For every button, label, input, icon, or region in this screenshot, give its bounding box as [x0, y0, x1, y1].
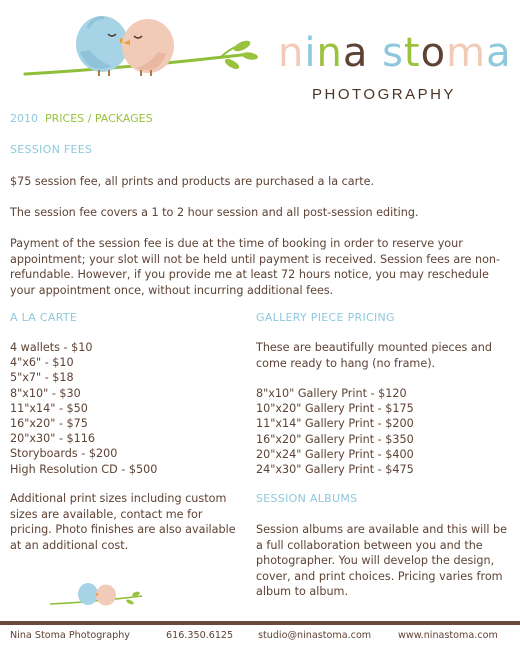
list-item: 20"x30" - $116 [10, 432, 96, 446]
footer-website[interactable]: www.ninastoma.com [398, 630, 498, 641]
albums-title: SESSION ALBUMS [256, 492, 358, 505]
footer-divider [0, 621, 520, 625]
prices-heading [10, 112, 153, 125]
session-fee-paragraph: $75 session fee, all prints and products are purchased a la carte. [10, 175, 375, 188]
list-item: 8"x10" - $30 [10, 386, 81, 400]
gallery-intro: These are beautifully mounted pieces and come ready to hang (no frame). [256, 341, 492, 370]
session-fees-title: SESSION FEES [10, 143, 93, 156]
prices-year: 2010 [10, 112, 38, 125]
brand-name [278, 20, 512, 80]
list-item: 24"x30" Gallery Print - $475 [256, 463, 414, 477]
page-header [0, 0, 520, 110]
list-item: 16"x20" Gallery Print - $350 [256, 432, 414, 446]
page-footer [0, 630, 520, 646]
prices-label: PRICES / PACKAGES [45, 112, 153, 125]
albums-text: Session albums are available and this will be a full collaboration between you and the photographer. You will develop the design, cover, and print choices. Pricing varies from album to album. [256, 523, 507, 598]
list-item: 8"x10" Gallery Print - $120 [256, 387, 407, 400]
list-item: 10"x20" Gallery Print - $175 [256, 402, 414, 416]
payment-policy-paragraph: Payment of the session fee is due at the time of booking in order to reserve your appointment; your slot will not be held until payment is received. Session fees are non-refundable. However, if you provide me at least 72 hours notice, you may reschedule your appointment once, without incurring additional fees. [10, 237, 501, 297]
list-item: 4"x6" - $10 [10, 356, 74, 370]
a-la-carte-title: A LA CARTE [10, 311, 78, 324]
list-item: 20"x24" Gallery Print - $400 [256, 447, 414, 461]
gallery-title: GALLERY PIECE PRICING [256, 311, 395, 324]
footer-phone: 616.350.6125 [166, 630, 234, 641]
list-item: 11"x14" - $50 [10, 401, 88, 415]
footer-business: Nina Stoma Photography [10, 630, 130, 641]
list-item: Storyboards - $200 [10, 447, 118, 461]
list-item: 11"x14" Gallery Print - $200 [256, 417, 414, 431]
birds-on-branch-logo [20, 6, 290, 106]
list-item: 16"x20" - $75 [10, 417, 88, 431]
list-item: 5"x7" - $18 [10, 371, 74, 385]
footer-email[interactable]: studio@ninastoma.com [258, 630, 372, 641]
brand-subtitle: PHOTOGRAPHY [312, 86, 456, 103]
brand-name-text: nina stoma [278, 30, 512, 76]
list-item: High Resolution CD - $500 [10, 462, 158, 476]
a-la-carte-list [10, 340, 240, 477]
a-la-carte-note: Additional print sizes including custom sizes are available, contact me for pricing. Photo finishes are also available at an additional cost. [10, 492, 236, 552]
small-birds-logo [48, 578, 148, 618]
session-coverage-paragraph: The session fee covers a 1 to 2 hour session and all post-session editing. [10, 206, 419, 219]
gallery-list [256, 386, 516, 477]
list-item: 4 wallets - $10 [10, 341, 93, 354]
svg-text:nina stoma [278, 30, 512, 76]
